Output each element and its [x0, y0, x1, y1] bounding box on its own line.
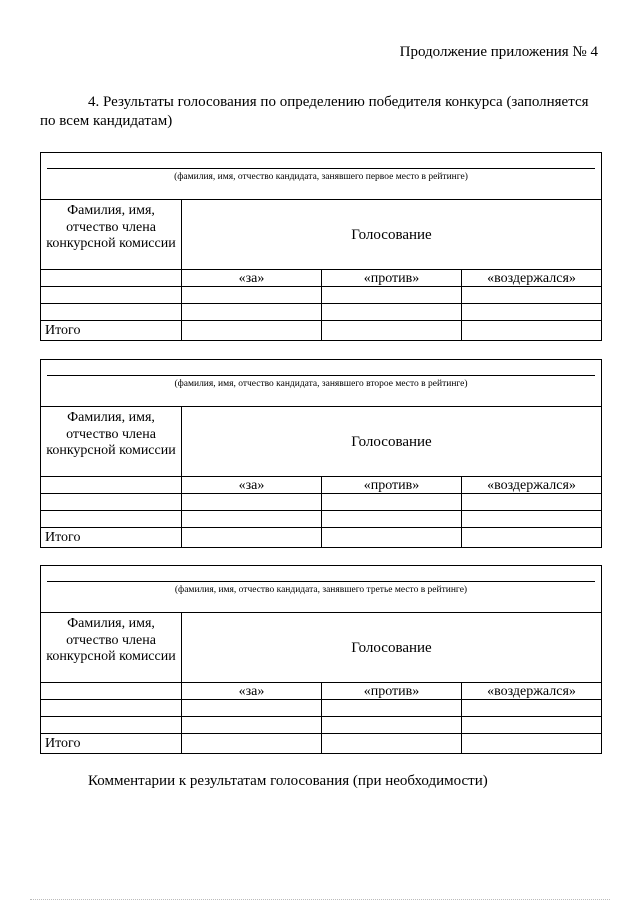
col-for-header: «за»	[182, 477, 322, 494]
candidate-caption: (фамилия, имя, отчество кандидата, занявшего первое место в рейтинге)	[174, 172, 468, 182]
table-cell[interactable]	[322, 511, 462, 528]
table-cell[interactable]	[322, 287, 462, 304]
voting-header: Голосование	[182, 613, 601, 683]
candidate-field[interactable]	[41, 153, 601, 200]
appendix-continuation-title: Продолжение приложения № 4	[399, 44, 598, 60]
total-label: Итого	[41, 321, 182, 340]
member-header: Фамилия, имя, отчество члена конкурсной комиссии	[41, 613, 182, 683]
comments-label: Комментарии к результатам голосования (при необходимости)	[88, 773, 488, 789]
table-cell[interactable]	[182, 287, 322, 304]
total-label: Итого	[41, 528, 182, 547]
section-intro: 4. Результаты голосования по определению победителя конкурса (заполняется по всем кандидатам)	[40, 94, 589, 129]
member-header: Фамилия, имя, отчество члена конкурсной комиссии	[41, 200, 182, 270]
page-bottom-edge	[30, 899, 610, 900]
candidate-field[interactable]	[41, 566, 601, 613]
col-abstain-header: «воздержался»	[462, 683, 601, 700]
total-against-cell[interactable]	[322, 321, 462, 340]
table-cell[interactable]	[41, 700, 182, 717]
table-cell[interactable]	[322, 494, 462, 511]
voting-table-second-place	[40, 359, 602, 548]
table-cell[interactable]	[41, 287, 182, 304]
candidate-field[interactable]	[41, 360, 601, 407]
total-abstain-cell[interactable]	[462, 528, 601, 547]
col-for-header: «за»	[182, 270, 322, 287]
table-cell[interactable]	[182, 700, 322, 717]
table-cell[interactable]	[41, 477, 182, 494]
table-cell[interactable]	[182, 511, 322, 528]
col-abstain-header: «воздержался»	[462, 477, 601, 494]
table-cell[interactable]	[462, 700, 601, 717]
total-label: Итого	[41, 734, 182, 753]
candidate-caption: (фамилия, имя, отчество кандидата, занявшего второе место в рейтинге)	[174, 379, 468, 389]
total-for-cell[interactable]	[182, 528, 322, 547]
total-abstain-cell[interactable]	[462, 321, 601, 340]
candidate-name-line	[47, 168, 595, 169]
candidate-name-line	[47, 375, 595, 376]
voting-table-first-place	[40, 152, 602, 341]
candidate-name-line	[47, 581, 595, 582]
table-cell[interactable]	[462, 304, 601, 321]
col-against-header: «против»	[322, 477, 462, 494]
col-against-header: «против»	[322, 270, 462, 287]
table-cell[interactable]	[41, 717, 182, 734]
table-cell[interactable]	[41, 494, 182, 511]
voting-header: Голосование	[182, 407, 601, 477]
col-for-header: «за»	[182, 683, 322, 700]
candidate-caption: (фамилия, имя, отчество кандидата, занявшего третье место в рейтинге)	[174, 585, 468, 595]
voting-header: Голосование	[182, 200, 601, 270]
table-cell[interactable]	[41, 270, 182, 287]
voting-table-third-place	[40, 565, 602, 754]
table-cell[interactable]	[41, 683, 182, 700]
total-abstain-cell[interactable]	[462, 734, 601, 753]
total-against-cell[interactable]	[322, 734, 462, 753]
table-cell[interactable]	[41, 304, 182, 321]
table-cell[interactable]	[322, 700, 462, 717]
table-cell[interactable]	[182, 717, 322, 734]
table-cell[interactable]	[462, 511, 601, 528]
table-cell[interactable]	[462, 494, 601, 511]
table-cell[interactable]	[462, 287, 601, 304]
total-against-cell[interactable]	[322, 528, 462, 547]
table-cell[interactable]	[322, 304, 462, 321]
col-abstain-header: «воздержался»	[462, 270, 601, 287]
table-cell[interactable]	[462, 717, 601, 734]
total-for-cell[interactable]	[182, 321, 322, 340]
table-cell[interactable]	[182, 494, 322, 511]
total-for-cell[interactable]	[182, 734, 322, 753]
member-header: Фамилия, имя, отчество члена конкурсной комиссии	[41, 407, 182, 477]
table-cell[interactable]	[182, 304, 322, 321]
table-cell[interactable]	[41, 511, 182, 528]
table-cell[interactable]	[322, 717, 462, 734]
col-against-header: «против»	[322, 683, 462, 700]
